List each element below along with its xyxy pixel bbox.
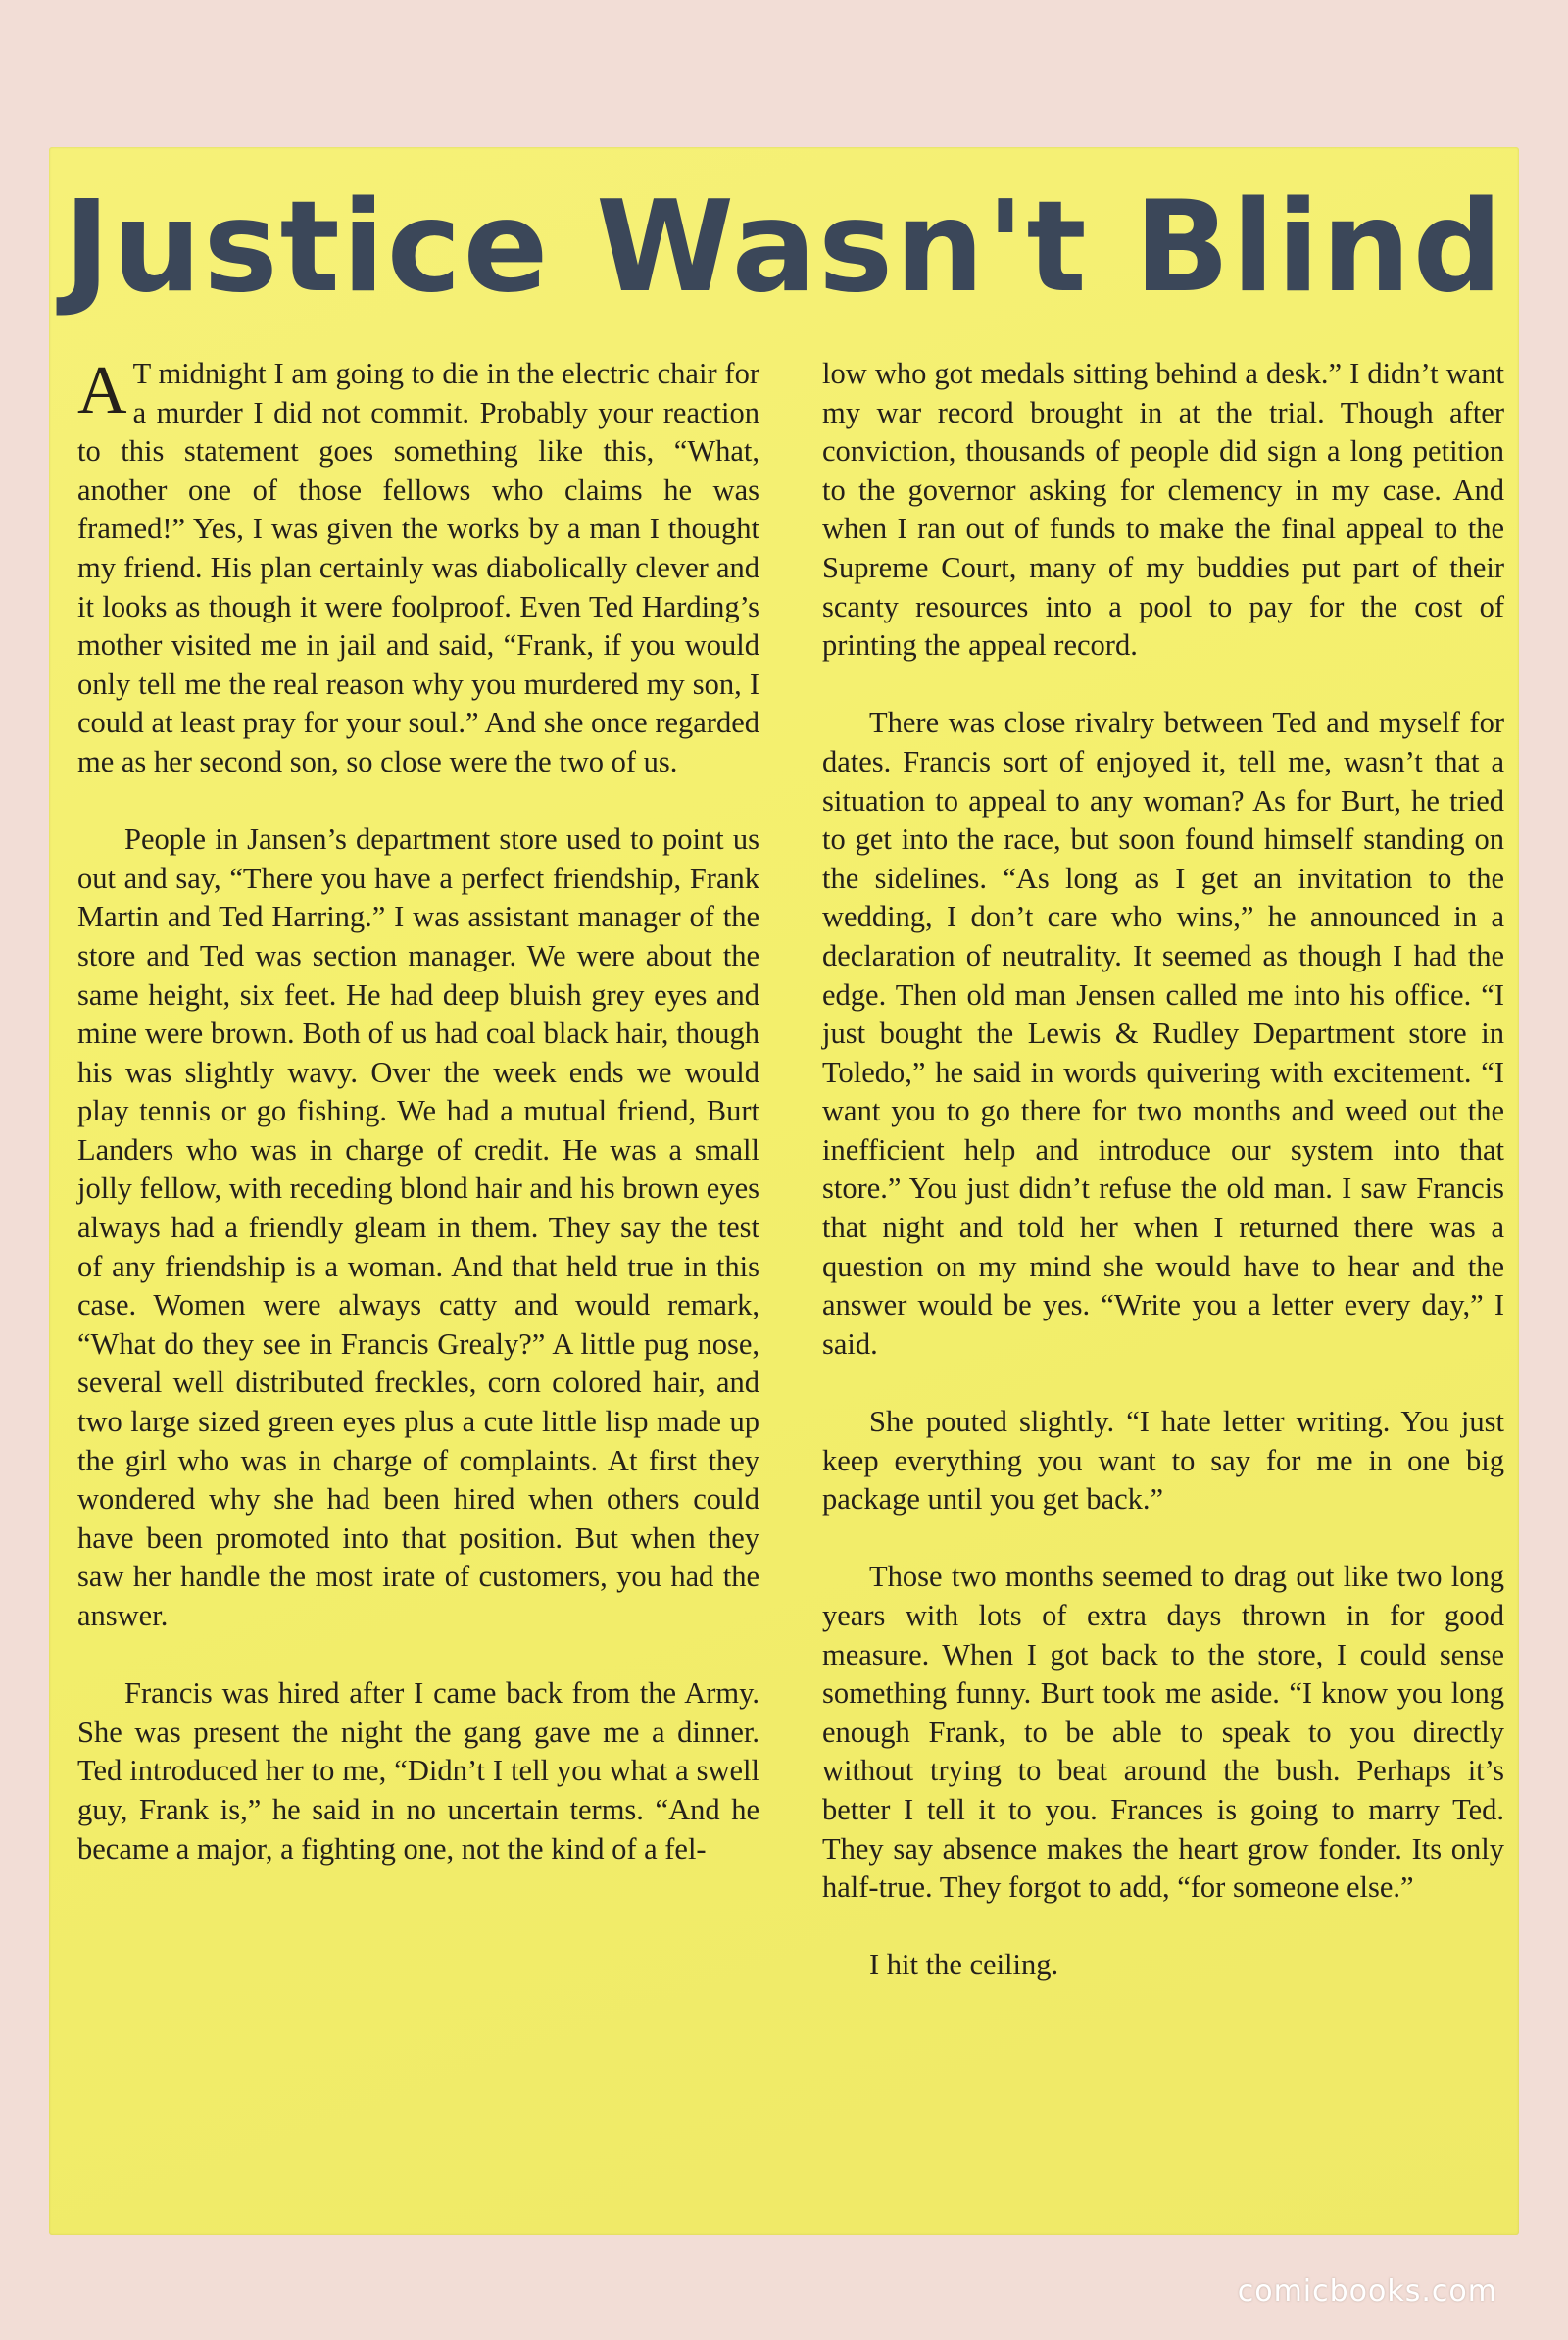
right-column (822, 355, 1504, 2024)
paragraph-1 (77, 355, 760, 782)
story-title: Justice Wasn't Blind (63, 174, 1505, 321)
paragraph-7: Those two months seemed to drag out like two long years with lots of extra days thrown in for good measure. When I got back to the store, I could sense something funny. Burt took me aside. “I know you long enough Frank, to be able to speak to you directly without trying to beat around the bush. Perhaps it’s better I tell it to you. Frances is going to marry Ted. They say absence makes the heart grow fonder. Its only half-true. They forgot to add, “for someone else.” (822, 1560, 1504, 1905)
drop-cap: A (77, 353, 127, 428)
paragraph-1-text: T midnight I am going to die in the electric chair for a murder I did not commit. Probably your reaction to this statement goes something like this, “What, another one of those fellows who claims he was framed!” Yes, I was given the works by a man I thought my friend. His plan certainly was diabolically clever and it looks as though it were foolproof. Even Ted Harding’s mother visited me in jail and said, “Frank, if you would only tell me the real reason why you murdered my son, I could at least pray for your soul.” And she once regarded me as her second son, so close were the two of us. (77, 357, 760, 778)
paragraph-6: She pouted slightly. “I hate letter writing. You just keep everything you want to say for me in one big package until you get back.” (822, 1405, 1504, 1517)
left-column (77, 355, 760, 1908)
story-panel (49, 147, 1519, 2235)
paragraph-8: I hit the ceiling. (869, 1948, 1059, 1982)
paragraph-2: People in Jansen’s department store used to point us out and say, “There you have a perfect friendship, Frank Martin and Ted Harring.” I was assistant manager of the store and Ted was section manager. We were about the same height, six feet. He had deep bluish grey eyes and mine were brown. Both of us had coal black hair, though his was slightly wavy. Over the week ends we would play tennis or go fishing. We had a mutual friend, Burt Landers who was in charge of credit. He was a small jolly fellow, with receding blond hair and his brown eyes always had a friendly gleam in them. They say the test of any friendship is a woman. And that held true in this case. Women were always catty and would remark, “What do they see in Francis Grealy?” A little pug nose, several well distributed freckles, corn colored hair, and two large sized green eyes plus a cute little lisp made up the girl who was in charge of complaints. At first they wondered why she had been hired when others could have been promoted into that position. But when they saw her handle the most irate of customers, you had the answer. (77, 822, 760, 1632)
paragraph-3: Francis was hired after I came back from the Army. She was present the night the gang gave me a dinner. Ted introduced her to me, “Didn’t I tell you what a swell guy, Frank is,” he said in no uncertain terms. “And he became a major, a fighting one, not the kind of a fel- (77, 1676, 760, 1866)
paragraph-4: low who got medals sitting behind a desk.” I didn’t want my war record brought in at the trial. Though after conviction, thousands of people did sign a long petition to the governor asking for clemency in my case. And when I ran out of funds to make the final appeal to the Supreme Court, many of my buddies put part of their scanty resources into a pool to pay for the cost of printing the appeal record. (822, 357, 1504, 663)
paragraph-5: There was close rivalry between Ted and myself for dates. Francis sort of enjoyed it, tell me, wasn’t that a situation to appeal to any woman? As for Burt, he tried to get into the race, but soon found himself standing on the sidelines. “As long as I get an invitation to the wedding, I don’t care who wins,” he announced in a declaration of neutrality. It seemed as though I had the edge. Then old man Jensen called me into his office. “I just bought the Lewis & Rudley Department store in Toledo,” he said in words quivering with excitement. “I want you to go there for two months and weed out the inefficient help and introduce our system into that store.” You just didn’t refuse the old man. I saw Francis that night and told her when I returned there was a question on my mind she would have to hear and the answer would be yes. “Write you a letter every day,” I said. (822, 706, 1504, 1361)
site-watermark: comicbooks.com (1237, 2274, 1497, 2309)
